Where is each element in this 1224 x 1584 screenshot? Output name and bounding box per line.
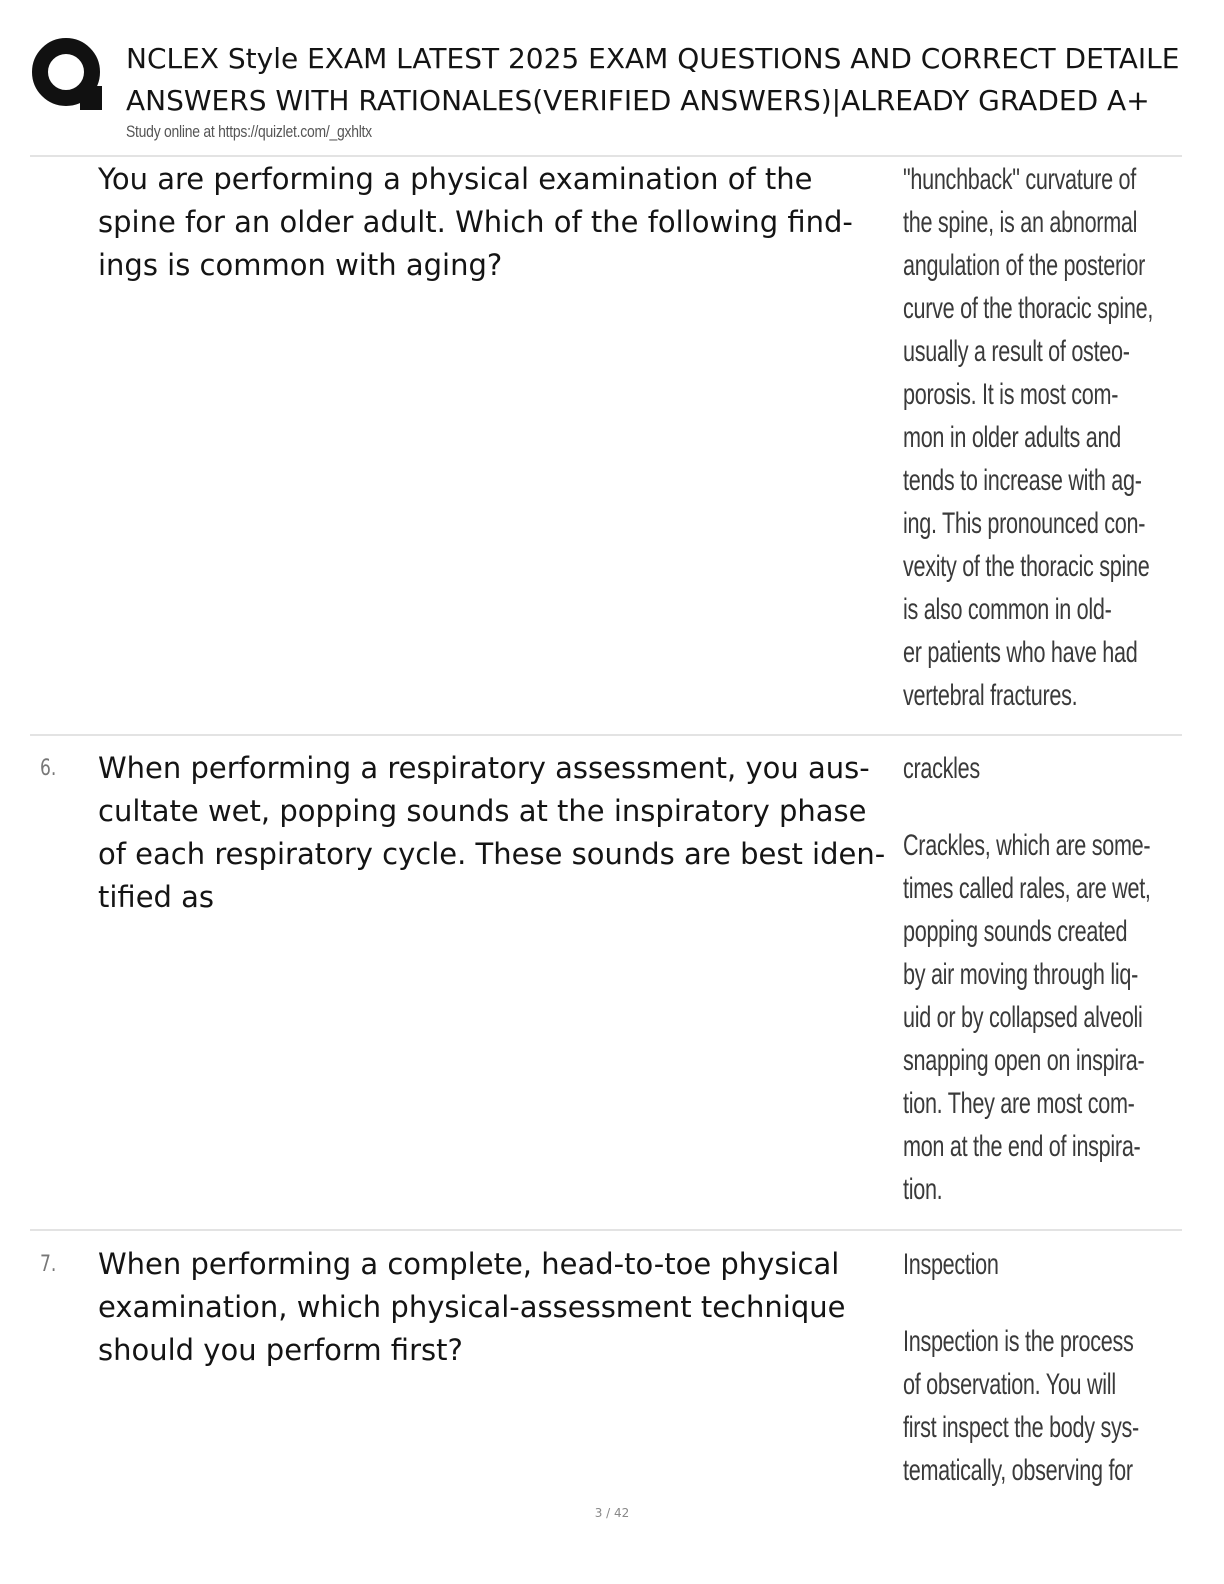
title-line-2: ANSWERS WITH RATIONALES(VERIFIED ANSWERS)|ALREADY GRADED A+ [126, 84, 1150, 117]
answer-line: popping sounds created [903, 915, 1128, 948]
answer-text [903, 158, 1154, 717]
answer-line: the spine, is an abnormal [903, 206, 1138, 239]
answer-line: ing. This pronounced con- [903, 507, 1146, 540]
answer-line: angulation of the posterior [903, 249, 1145, 282]
answer-line: of observation. You will [903, 1368, 1116, 1401]
answer-line: uid or by collapsed alveoli [903, 1001, 1143, 1034]
header-divider [30, 155, 1182, 157]
question-line: You are performing a physical examination of the [98, 162, 813, 196]
answer-line: porosis. It is most com- [903, 378, 1119, 411]
question-line: spine for an older adult. Which of the following find- [98, 205, 853, 239]
quizlet-logo-icon [30, 34, 106, 114]
title-line-1: NCLEX Style EXAM LATEST 2025 EXAM QUESTIONS AND CORRECT DETAILE [126, 42, 1180, 75]
answer-line: by air moving through liq- [903, 958, 1139, 991]
answer-line: usually a result of osteo- [903, 335, 1130, 368]
answer-line: Crackles, which are some- [903, 829, 1151, 862]
answer-line: "hunchback" curvature of [903, 163, 1136, 196]
question-text [98, 747, 898, 919]
answer-line: vertebral fractures. [903, 679, 1078, 712]
answer-line: tion. They are most com- [903, 1087, 1135, 1120]
answer-line: snapping open on inspira- [903, 1044, 1145, 1077]
question-line: should you perform first? [98, 1333, 463, 1367]
answer-line: Inspection is the process [903, 1325, 1134, 1358]
question-line: tified as [98, 880, 215, 914]
answer-line: is also common in old- [903, 593, 1112, 626]
question-text [98, 158, 898, 287]
answer-text [903, 747, 1151, 1211]
answer-line: first inspect the body sys- [903, 1411, 1139, 1444]
answer-term: crackles [903, 752, 980, 785]
answer-text [903, 1243, 1139, 1492]
question-line: ings is common with aging? [98, 248, 503, 282]
answer-line: mon at the end of inspira- [903, 1130, 1141, 1163]
card-divider [30, 1229, 1182, 1231]
question-line: When performing a respiratory assessment, you aus- [98, 751, 870, 785]
question-line: examination, which physical-assessment technique [98, 1290, 846, 1324]
card-divider [30, 734, 1182, 736]
answer-line: tends to increase with ag- [903, 464, 1142, 497]
answer-line: mon in older adults and [903, 421, 1121, 454]
question-number: 6. [40, 756, 57, 781]
question-line: cultate wet, popping sounds at the inspiratory phase [98, 794, 867, 828]
answer-line: vexity of the thoracic spine [903, 550, 1150, 583]
page-number: 3 / 42 [594, 1506, 630, 1520]
question-number: 7. [40, 1252, 57, 1277]
answer-term: Inspection [903, 1248, 999, 1281]
study-online-link[interactable]: Study online at https://quizlet.com/_gxhltx [126, 122, 372, 141]
answer-line: er patients who have had [903, 636, 1138, 669]
answer-line: curve of the thoracic spine, [903, 292, 1154, 325]
document-title [126, 38, 1224, 122]
question-line: of each respiratory cycle. These sounds are best iden- [98, 837, 886, 871]
question-line: When performing a complete, head-to-toe physical [98, 1247, 840, 1281]
answer-line: tematically, observing for [903, 1454, 1133, 1487]
answer-line: tion. [903, 1173, 943, 1206]
question-text [98, 1243, 898, 1372]
answer-line: times called rales, are wet, [903, 872, 1151, 905]
